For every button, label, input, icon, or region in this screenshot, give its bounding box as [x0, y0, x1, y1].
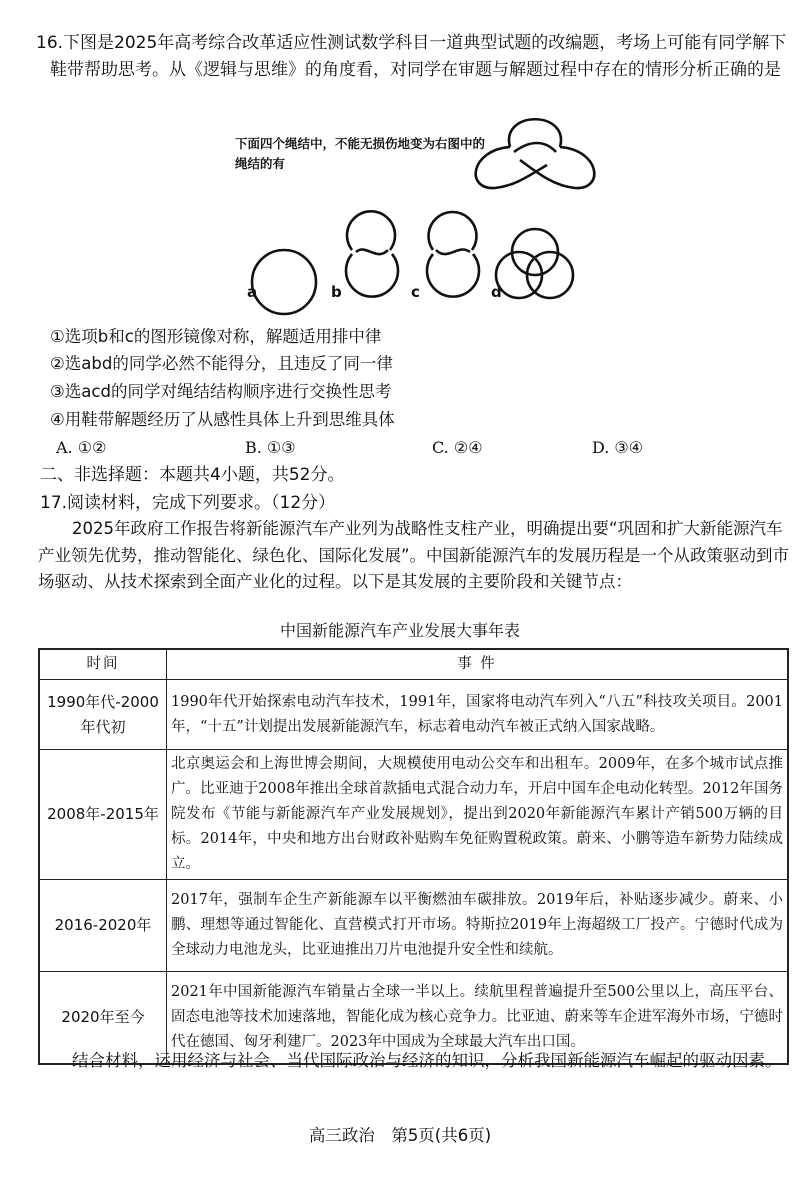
question-16-stem: 16.下图是2025年高考综合改革适应性测试数学科目一道典型试题的改编题，考场上可能有同学解下鞋带帮助思考。从《逻辑与思维》的角度看，对同学在审题与解题过程中存在的情形分析正确的是: [36, 33, 787, 80]
choice-a[interactable]: A. ①②: [56, 438, 107, 457]
statement-4: ④用鞋带解题经历了从感性具体上升到思维具体: [50, 410, 395, 429]
page-footer: 高三政治 第5页(共6页): [308, 1126, 492, 1145]
table-row: [39, 680, 788, 750]
row-time: 2020年至今: [39, 972, 167, 1064]
trefoil-knot-target: [476, 119, 595, 188]
choice-d[interactable]: D. ③④: [592, 438, 644, 457]
table-row: [39, 880, 788, 972]
knot-label-d: d: [491, 283, 502, 301]
choice-b[interactable]: B. ①③: [245, 438, 296, 457]
row-time: 2008年-2015年: [39, 750, 167, 880]
table-row: [39, 750, 788, 880]
knot-figure: [0, 0, 800, 320]
row-time: 1990年代-2000年代初: [39, 680, 167, 750]
row-event: 2017年，强制车企生产新能源车以平衡燃油车碳排放。2019年后，补贴逐步减少。蔚来、小鹏、理想等通过智能化、直营模式打开市场。特斯拉2019年上海超级工厂投产。宁德时代成为全球动力电池龙头，比亚迪推出刀片电池提升安全性和续航。: [167, 880, 789, 972]
choice-c[interactable]: C. ②④: [432, 438, 483, 457]
statement-2: ②选abd的同学必然不能得分，且违反了同一律: [50, 354, 393, 373]
row-event: 2021年中国新能源汽车销量占全球一半以上。续航里程普遍提升至500公里以上，高压平台、固态电池等技术加速落地，智能化成为核心竞争力。比亚迪、蔚来等车企进军海外市场，宁德时代在德国、匈牙利建厂。2023年中国成为全球最大汽车出口国。: [167, 972, 789, 1064]
statement-3: ③选acd的同学对绳结结构顺序进行交换性思考: [50, 382, 392, 401]
knot-label-b: b: [331, 283, 342, 301]
knot-label-a: a: [247, 283, 258, 301]
events-table: [38, 648, 789, 1065]
knot-b: [346, 211, 398, 296]
knot-a: [252, 250, 316, 314]
knot-c: [427, 212, 479, 297]
question-17-material: 2025年政府工作报告将新能源汽车产业列为战略性支柱产业，明确提出要“巩固和扩大新能源汽车产业领先优势，推动智能化、绿色化、国际化发展”。中国新能源汽车的发展历程是一个从政策驱动到市场驱动、从技术探索到全面产业化的过程。以下是其发展的主要阶段和关键节点：: [38, 519, 790, 591]
table-header-row: [39, 649, 788, 680]
statement-1: ①选项b和c的图形镜像对称，解题适用排中律: [50, 327, 382, 346]
knot-label-c: c: [411, 283, 420, 301]
table-caption: 中国新能源汽车产业发展大事年表: [279, 621, 520, 640]
row-event: 北京奥运会和上海世博会期间，大规模使用电动公交车和出租车。2009年，在多个城市试点推广。比亚迪于2008年推出全球首款插电式混合动力车，开启中国车企电动化转型。2012年国务院发布《节能与新能源汽车产业发展规划》，提出到2020年新能源汽车累计产销500万辆的目标。2014年，中央和地方出台财政补贴购车免征购置税政策。蔚来、小鹏等造车新势力陆续成立。: [167, 750, 789, 880]
header-event: 事 件: [167, 649, 789, 680]
figure-prompt: 下面四个绳结中，不能无损伤地变为右图中的绳结的有: [235, 136, 486, 171]
row-event: 1990年代开始探索电动汽车技术，1991年，国家将电动汽车列入“八五”科技攻关项目。2001年，“十五”计划提出发展新能源汽车，标志着电动汽车被正式纳入国家战略。: [167, 680, 789, 750]
question-17-stem: 17.阅读材料，完成下列要求。（12分）: [40, 493, 336, 513]
row-time: 2016-2020年: [39, 880, 167, 972]
header-time: 时间: [39, 649, 167, 680]
section-heading: 二、非选择题：本题共4小题，共52分。: [40, 465, 345, 485]
question-17-task: 结合材料，运用经济与社会、当代国际政治与经济的知识，分析我国新能源汽车崛起的驱动因素。: [72, 1051, 782, 1070]
knot-d: [496, 229, 573, 298]
